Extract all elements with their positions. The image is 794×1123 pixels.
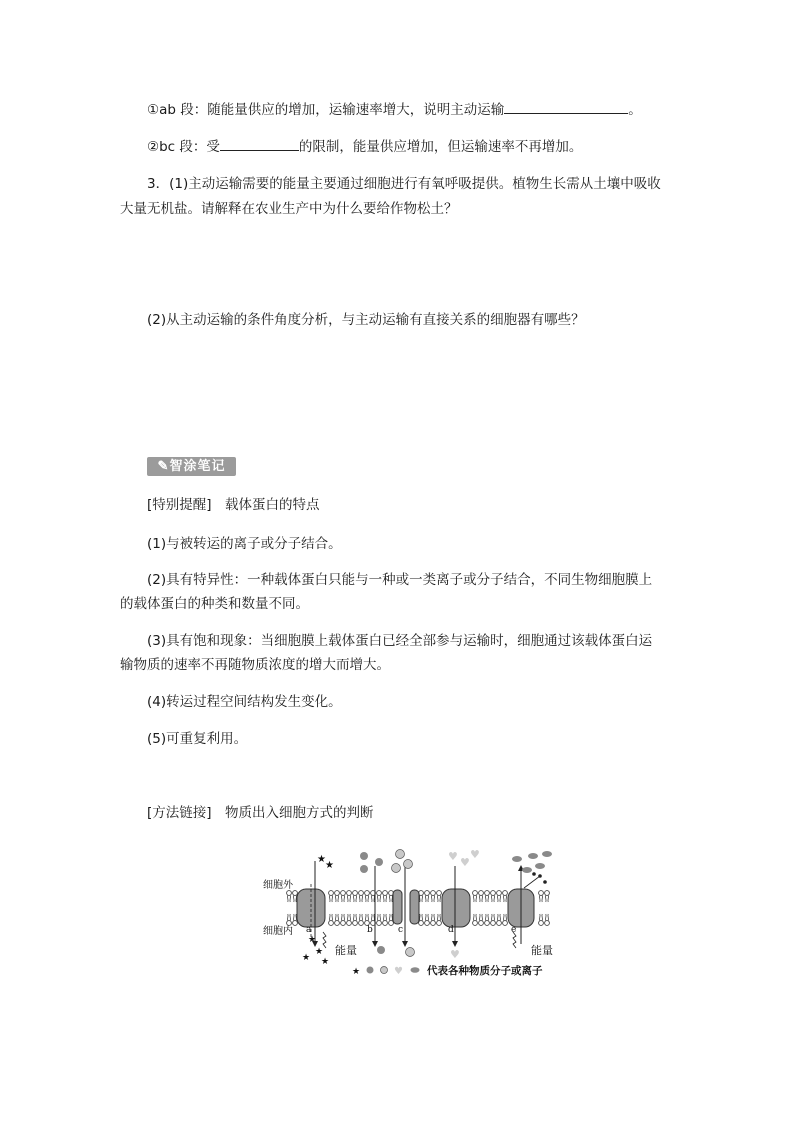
note-item: (5)可重复利用。: [147, 731, 248, 747]
phospholipid: [479, 891, 484, 902]
phospholipid: [503, 891, 508, 902]
reminder-title: [特别提醒] 载体蛋白的特点: [147, 497, 320, 513]
channel-protein-left: [393, 890, 402, 924]
path-label: c: [398, 925, 404, 935]
carrier-protein-d: [442, 889, 470, 927]
path-label: d: [448, 925, 454, 935]
svg-text:♥: ♥: [470, 848, 480, 861]
energy-squiggle-left: [323, 932, 326, 948]
energy-label-right: 能量: [531, 944, 553, 957]
q2-item-bc-text: ②bc 段：受: [147, 139, 220, 155]
q2-item-ab-text: ①ab 段：随能量供应的增加，运输速率增大，说明主动运输: [147, 102, 505, 118]
phospholipid: [485, 891, 490, 902]
note-item: (3)具有饱和现象：当细胞膜上载体蛋白已经全部参与运输时，细胞通过该载体蛋白运: [147, 633, 653, 649]
path-label: e: [511, 925, 517, 935]
phospholipid: [485, 914, 490, 925]
phospholipid: [431, 914, 436, 925]
q2-item-bc: [147, 136, 582, 157]
note-item: 的载体蛋白的种类和数量不同。: [120, 596, 309, 612]
q3-part2: (2)从主动运输的条件角度分析，与主动运输有直接关系的细胞器有哪些？: [147, 312, 585, 328]
phospholipid: [377, 914, 382, 925]
phospholipid: [353, 891, 358, 902]
phospholipid: [491, 914, 496, 925]
phospholipid: [365, 914, 370, 925]
phospholipid: [425, 891, 430, 902]
phospholipid: [329, 891, 334, 902]
phospholipid: [425, 914, 430, 925]
svg-text:★: ★: [302, 953, 311, 963]
phospholipid: [383, 914, 388, 925]
phospholipid: [431, 891, 436, 902]
phospholipid: [347, 914, 352, 925]
phospholipid: [437, 891, 442, 902]
phospholipid: [365, 891, 370, 902]
svg-text:♥: ♥: [450, 948, 460, 961]
q2-item-bc-end: 的限制，能量供应增加，但运输速率不再增加。: [298, 139, 583, 155]
channel-protein-right: [410, 890, 419, 924]
phospholipid: [473, 891, 478, 902]
phospholipid: [503, 914, 508, 925]
note-item: (1)与被转运的离子或分子结合。: [147, 536, 342, 552]
path-label: b: [367, 925, 373, 935]
phospholipid: [383, 891, 388, 902]
phospholipid: [545, 891, 550, 902]
q2-item-ab: [147, 99, 642, 120]
answer-blank[interactable]: [504, 99, 628, 114]
phospholipid: [287, 914, 292, 925]
phospholipid: [329, 914, 334, 925]
phospholipid: [497, 914, 502, 925]
phospholipid: [545, 914, 550, 925]
phospholipid: [287, 891, 292, 902]
phospholipid: [539, 891, 544, 902]
q3-part1-line2: 大量无机盐。请解释在农业生产中为什么要给作物松土？: [120, 201, 458, 217]
method-title: [方法链接] 物质出入细胞方式的判断: [147, 805, 374, 821]
label-outside: 细胞外: [263, 880, 293, 891]
note-item: (4)转运过程空间结构发生变化。: [147, 694, 342, 710]
path-label: a: [306, 925, 312, 935]
membrane-transport-figure: [255, 846, 575, 981]
svg-text:★: ★: [317, 854, 326, 865]
svg-text:★: ★: [321, 957, 330, 967]
phospholipid: [437, 914, 442, 925]
q3-part1-line1: 3．(1)主动运输需要的能量主要通过细胞进行有氧呼吸提供。植物生长需从土壤中吸收: [147, 176, 661, 192]
label-inside: 细胞内: [263, 926, 293, 937]
phospholipid: [335, 891, 340, 902]
note-item: (2)具有特异性：一种载体蛋白只能与一种或一类离子或分子结合，不同生物细胞膜上: [147, 572, 653, 588]
svg-text:★: ★: [352, 967, 361, 977]
phospholipid: [377, 891, 382, 902]
phospholipid: [359, 914, 364, 925]
energy-label-left: 能量: [335, 944, 357, 957]
svg-text:★: ★: [325, 860, 334, 871]
phospholipid: [473, 914, 478, 925]
phospholipid: [341, 891, 346, 902]
svg-text:★: ★: [315, 947, 324, 957]
note-item: 输物质的速率不再随物质浓度的增大而增大。: [120, 657, 390, 673]
svg-text:♥: ♥: [460, 856, 470, 869]
phospholipid: [335, 914, 340, 925]
q2-item-ab-end: 。: [628, 102, 642, 118]
phospholipid: [347, 891, 352, 902]
svg-text:♥: ♥: [448, 850, 458, 863]
svg-text:♥: ♥: [394, 966, 403, 977]
notes-badge-label: 智涂笔记: [169, 459, 226, 474]
phospholipid: [497, 891, 502, 902]
phospholipid: [539, 914, 544, 925]
svg-text:★: ★: [308, 935, 317, 945]
phospholipid: [479, 914, 484, 925]
answer-blank[interactable]: [220, 136, 299, 151]
figure-legend: 代表各种物质分子或离子: [427, 965, 543, 977]
phospholipid: [491, 891, 496, 902]
phospholipid: [359, 891, 364, 902]
phospholipid: [341, 914, 346, 925]
notes-badge: ✎智涂笔记: [147, 457, 236, 476]
phospholipid: [353, 914, 358, 925]
